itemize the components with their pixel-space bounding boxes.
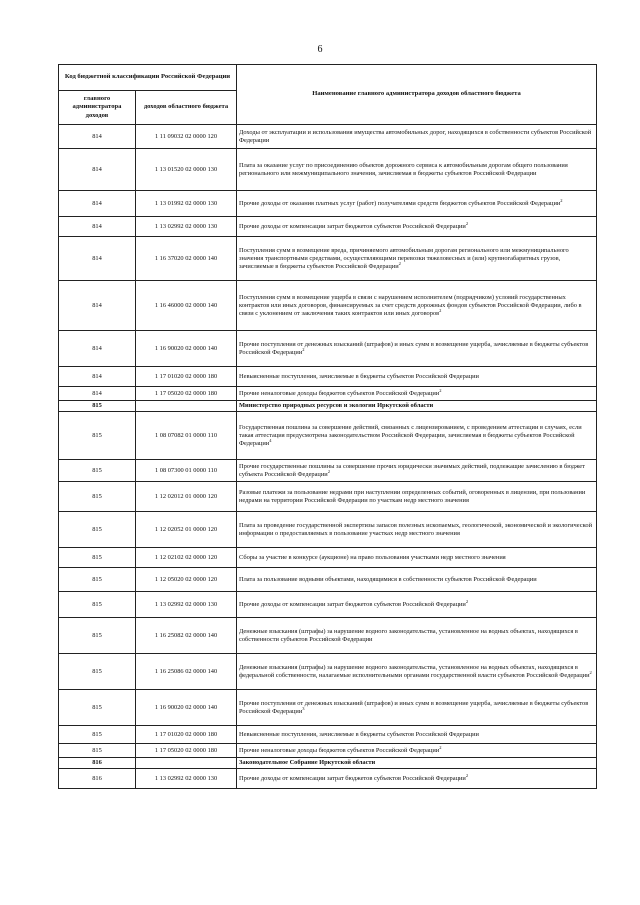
revenue-code-cell: 1 13 02992 02 0000 130	[136, 217, 237, 237]
footnote-mark: 2	[465, 598, 469, 604]
table-row	[59, 237, 597, 281]
org-name-cell	[237, 758, 597, 769]
revenue-name-cell	[237, 125, 597, 149]
revenue-name-cell	[237, 281, 597, 331]
revenue-code-cell: 1 12 02012 01 0000 120	[136, 482, 237, 512]
admin-code-cell: 814	[59, 281, 136, 331]
revenue-code-cell: 1 08 07082 01 0000 110	[136, 412, 237, 460]
org-row	[59, 401, 597, 412]
revenue-code-cell: 1 17 05020 02 0000 180	[136, 744, 237, 758]
revenue-name-text: Законодательное Собрание Иркутской области	[239, 759, 376, 766]
admin-code-cell: 814	[59, 367, 136, 387]
admin-code-cell: 814	[59, 217, 136, 237]
admin-code-cell: 815	[59, 618, 136, 654]
footnote-mark: 2	[439, 387, 442, 393]
revenue-name-text: Плата за оказание услуг по присоединению объектов дорожного сервиса к автомобильным дорогам общего пользования регионального или межмуниципального значения, зачисляемая в бюджеты субъектов Российской Федерации	[239, 161, 568, 177]
revenue-name-cell	[237, 618, 597, 654]
admin-code-cell: 815	[59, 654, 136, 690]
admin-code-cell: 815	[59, 726, 136, 744]
footnote-mark: 2	[465, 772, 469, 778]
revenue-name-text: Прочие доходы от компенсации затрат бюджетов субъектов Российской Федерации	[239, 600, 466, 608]
footnote-mark: 3	[302, 705, 305, 711]
header-admin-code: главного администратора доходов	[59, 91, 136, 125]
table-row	[59, 568, 597, 592]
revenue-name-text: Плата за проведение государственной экспертизы запасов полезных ископаемых, геологической, экономической и экологической информации о предоставляемых в пользование участках недр местного значения	[239, 521, 592, 537]
footnote-mark: 4	[269, 437, 272, 443]
admin-code-cell: 815	[59, 412, 136, 460]
admin-code-cell: 814	[59, 331, 136, 367]
table-row	[59, 592, 597, 618]
revenue-code-cell: 1 17 01020 02 0000 180	[136, 726, 237, 744]
table-row	[59, 281, 597, 331]
footnote-mark: 2	[302, 346, 305, 352]
admin-code-cell: 815	[59, 592, 136, 618]
revenue-name-text: Поступления сумм в возмещение вреда, причиняемого автомобильным дорогам регионального или межмуниципального значения транспортными средствами, осуществляющими перевозки тяжеловесных и (или) крупногабаритных грузов, зачисляемые в бюджеты субъектов Российской Федерации	[239, 246, 569, 270]
table-row	[59, 744, 597, 758]
revenue-code-cell: 1 13 02992 02 0000 130	[136, 769, 237, 789]
footnote-mark: 2	[327, 468, 330, 474]
admin-code-cell: 814	[59, 125, 136, 149]
revenue-code-cell: 1 16 90020 02 0000 140	[136, 331, 237, 367]
revenue-name-text: Прочие доходы от компенсации затрат бюджетов субъектов Российской Федерации	[239, 774, 466, 782]
revenue-name-cell	[237, 191, 597, 217]
table-row	[59, 149, 597, 191]
header-revenue-code: доходов областного бюджета	[136, 91, 237, 125]
admin-code-cell: 816	[59, 769, 136, 789]
table-row	[59, 512, 597, 548]
admin-code-cell: 815	[59, 548, 136, 568]
table-row	[59, 387, 597, 401]
table-row	[59, 482, 597, 512]
revenue-name-cell	[237, 217, 597, 237]
footnote-mark: 2	[589, 669, 592, 675]
revenue-name-cell	[237, 331, 597, 367]
revenue-code-cell: 1 08 07300 01 0000 110	[136, 460, 237, 482]
revenue-name-cell	[237, 367, 597, 387]
table-row	[59, 769, 597, 789]
admin-code-cell: 814	[59, 191, 136, 217]
revenue-name-text: Плата за пользование водными объектами, находящимися в собственности субъектов Российской Федерации	[239, 575, 537, 583]
revenue-name-cell	[237, 237, 597, 281]
revenue-name-cell	[237, 512, 597, 548]
table-row	[59, 191, 597, 217]
table-row	[59, 690, 597, 726]
revenue-code-cell	[136, 758, 237, 769]
admin-code-cell: 815	[59, 512, 136, 548]
revenue-name-text: Прочие неналоговые доходы бюджетов субъектов Российской Федерации	[239, 746, 440, 754]
table-row	[59, 412, 597, 460]
revenue-name-text: Невыясненные поступления, зачисляемые в бюджеты субъектов Российской Федерации	[239, 372, 479, 380]
revenue-code-cell: 1 16 46000 02 0000 140	[136, 281, 237, 331]
revenue-name-text: Прочие поступления от денежных взысканий (штрафов) и иных сумм в возмещение ущерба, зачисляемые в бюджеты субъектов Российской Федерации	[239, 340, 589, 356]
revenue-code-cell: 1 16 25086 02 0000 140	[136, 654, 237, 690]
admin-code-cell: 814	[59, 387, 136, 401]
revenue-name-text: Прочие неналоговые доходы бюджетов субъектов Российской Федерации	[239, 389, 440, 397]
revenue-name-text: Прочие доходы от оказания платных услуг (работ) получателями средств бюджетов субъектов Российской Федерации	[239, 199, 561, 207]
admin-code-cell: 815	[59, 690, 136, 726]
footnote-mark: 2	[465, 220, 469, 226]
revenue-name-cell	[237, 568, 597, 592]
revenue-name-text: Невыясненные поступления, зачисляемые в бюджеты субъектов Российской Федерации	[239, 730, 479, 738]
revenue-code-cell: 1 11 09032 02 0000 120	[136, 125, 237, 149]
revenue-code-cell: 1 13 02992 02 0000 130	[136, 592, 237, 618]
revenue-name-text: Сборы за участие в конкурсе (аукционе) на право пользования участками недр местного значения	[239, 553, 506, 561]
revenue-name-cell	[237, 460, 597, 482]
revenue-name-cell	[237, 412, 597, 460]
revenue-name-cell	[237, 548, 597, 568]
revenue-name-cell	[237, 149, 597, 191]
revenue-name-text: Денежные взыскания (штрафы) за нарушение водного законодательства, установленное на водных объектах, находящихся в федеральной собственности, налагаемые исполнительными органами государственной власти субъектов Российской Федерации	[239, 663, 590, 679]
revenue-name-cell	[237, 654, 597, 690]
revenue-code-cell: 1 17 01020 02 0000 180	[136, 367, 237, 387]
table-row	[59, 331, 597, 367]
revenue-name-cell	[237, 387, 597, 401]
org-name-cell	[237, 401, 597, 412]
table-row	[59, 548, 597, 568]
revenue-code-cell: 1 16 25082 02 0000 140	[136, 618, 237, 654]
admin-code-cell: 816	[59, 758, 136, 769]
revenue-name-cell	[237, 769, 597, 789]
revenue-code-cell: 1 16 90020 02 0000 140	[136, 690, 237, 726]
admin-code-cell: 814	[59, 237, 136, 281]
table-row	[59, 217, 597, 237]
revenue-name-text: Денежные взыскания (штрафы) за нарушение водного законодательства, установленное на водных объектах, находящихся в собственности субъектов Российской Федерации	[239, 627, 578, 643]
revenue-code-cell: 1 13 01992 02 0000 130	[136, 191, 237, 217]
revenue-code-cell: 1 12 02102 02 0000 120	[136, 548, 237, 568]
revenue-name-cell	[237, 690, 597, 726]
revenue-name-cell	[237, 744, 597, 758]
revenue-name-text: Разовые платежи за пользование недрами при наступлении определенных событий, оговоренных в лицензии, при пользовании недрами на территории Российской Федерации по участкам недр местного значения	[239, 488, 586, 504]
table-row	[59, 618, 597, 654]
revenue-name-text: Государственная пошлина за совершение действий, связанных с лицензированием, с проведением аттестации в случаях, если такая аттестация предусмотрена законодательством Российской Федерации, зачисляемая в бюджеты субъектов Российской Федерации	[239, 423, 582, 447]
table-row	[59, 726, 597, 744]
admin-code-cell: 815	[59, 401, 136, 412]
table-row	[59, 125, 597, 149]
revenue-name-text: Министерство природных ресурсов и экологии Иркутской области	[239, 402, 434, 409]
table-row	[59, 654, 597, 690]
revenue-name-cell	[237, 592, 597, 618]
revenue-code-cell: 1 17 05020 02 0000 180	[136, 387, 237, 401]
admin-code-cell: 815	[59, 460, 136, 482]
header-admin-name: Наименование главного администратора доходов областного бюджета	[237, 65, 597, 125]
admin-code-cell: 815	[59, 744, 136, 758]
footnote-mark: 2	[439, 744, 442, 750]
revenue-name-text: Прочие государственные пошлины за совершение прочих юридически значимых действий, подлежащие зачислению в бюджет субъекта Российской Федерации	[239, 462, 585, 478]
revenue-name-text: Поступления сумм в возмещение ущерба в связи с нарушением исполнителем (подрядчиком) условий государственных контрактов или иных договоров, финансируемых за счет средств дорожных фондов субъектов Российской Федерации, либо в связи с уклонением от заключения таких контрактов или иных договоров	[239, 293, 582, 317]
footnote-mark: 2	[439, 307, 442, 313]
revenue-code-cell: 1 12 02052 01 0000 120	[136, 512, 237, 548]
admin-code-cell: 815	[59, 482, 136, 512]
footnote-mark: 2	[398, 260, 401, 266]
revenue-name-cell	[237, 726, 597, 744]
revenue-name-text: Прочие доходы от компенсации затрат бюджетов субъектов Российской Федерации	[239, 222, 466, 230]
table-row	[59, 460, 597, 482]
admin-code-cell: 815	[59, 568, 136, 592]
table-row	[59, 367, 597, 387]
revenue-name-text: Прочие поступления от денежных взысканий (штрафов) и иных сумм в возмещение ущерба, зачисляемые в бюджеты субъектов Российской Федерации	[239, 699, 589, 715]
revenue-code-cell: 1 13 01520 02 0000 130	[136, 149, 237, 191]
revenue-code-cell: 1 12 05020 02 0000 120	[136, 568, 237, 592]
footnote-mark: 2	[560, 197, 563, 203]
revenue-code-cell: 1 16 37020 02 0000 140	[136, 237, 237, 281]
admin-code-cell: 814	[59, 149, 136, 191]
revenue-name-text: Доходы от эксплуатации и использования имущества автомобильных дорог, находящихся в собственности субъектов Российской Федерации	[239, 128, 592, 144]
page-number: 6	[317, 44, 323, 55]
revenue-name-cell	[237, 482, 597, 512]
org-row	[59, 758, 597, 769]
revenue-admin-table	[58, 64, 597, 789]
revenue-code-cell	[136, 401, 237, 412]
table-body	[59, 125, 597, 789]
header-classification: Код бюджетной классификации Российской Федерации	[59, 65, 237, 91]
